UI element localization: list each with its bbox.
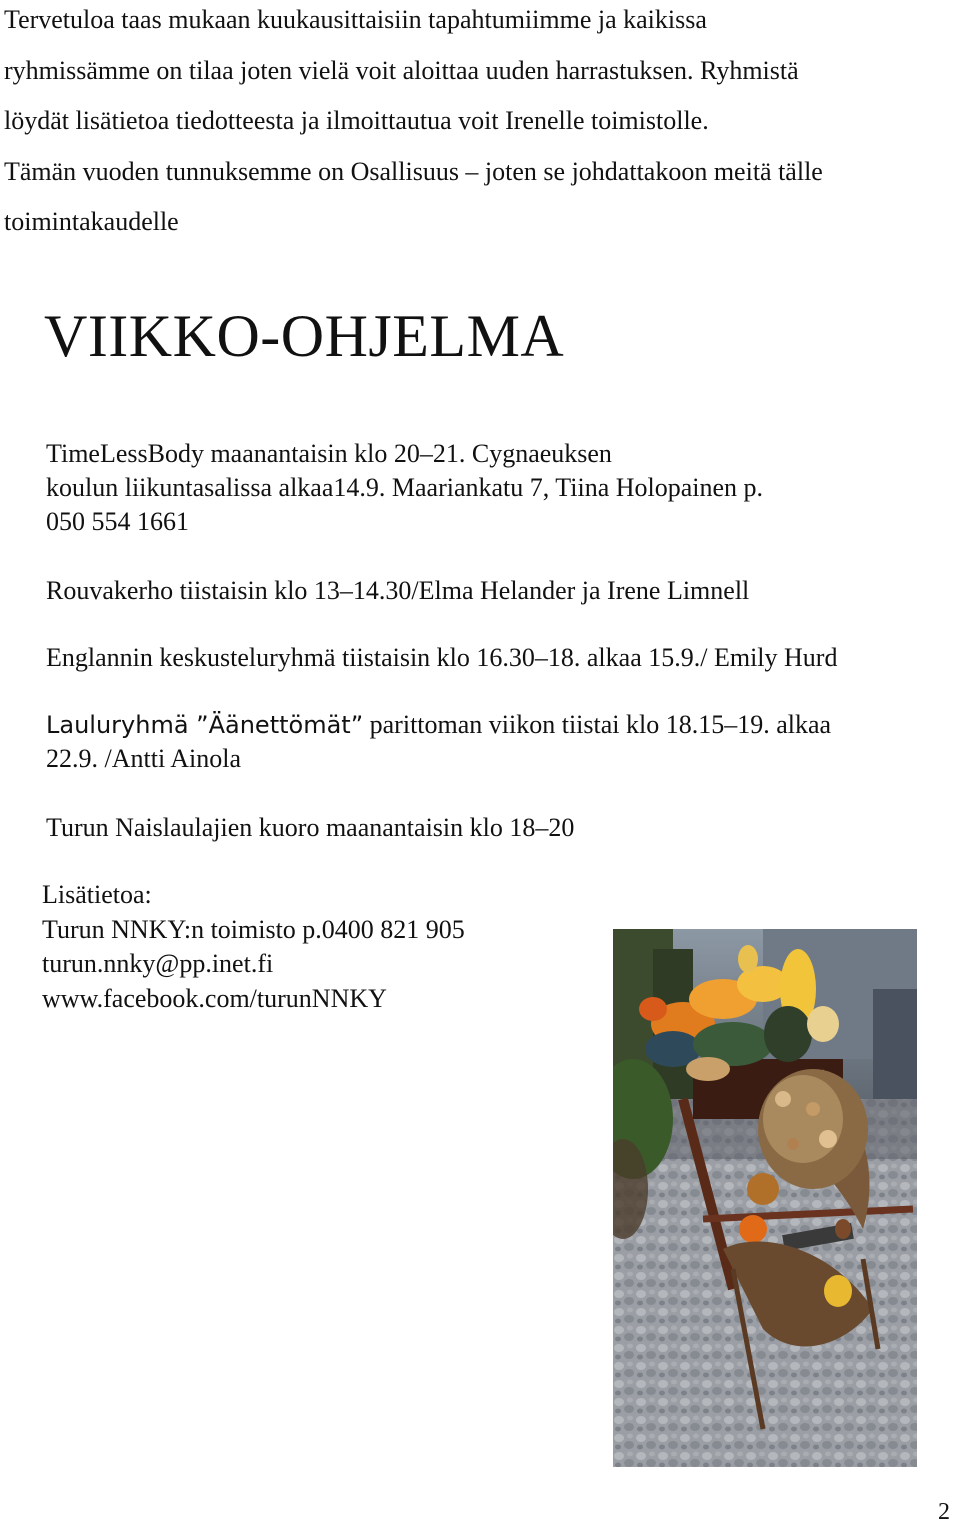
program-line: koulun liikuntasalissa alkaa14.9. Maariankatu 7, Tiina Holopainen p. xyxy=(46,473,764,502)
program-item-lauluryhma xyxy=(46,708,951,776)
contact-email[interactable]: turun.nnky@pp.inet.fi xyxy=(42,949,274,978)
intro-line: toimintakaudelle xyxy=(4,207,179,236)
contact-office: Turun NNKY:n toimisto p.0400 821 905 xyxy=(42,914,465,944)
harvest-cart-image xyxy=(613,929,917,1467)
page-title: VIIKKO-OHJELMA xyxy=(44,303,565,369)
intro-line: ryhmissämme on tilaa joten vielä voit aloittaa uuden harrastuksen. Ryhmistä xyxy=(4,55,799,85)
intro-line: Tämän vuoden tunnuksemme on Osallisuus – joten se johdattakoon meitä tälle xyxy=(4,156,823,186)
choir-schedule: parittoman viikon tiistai klo 18.15–19. alkaa xyxy=(363,710,832,739)
program-item-englanti: Englannin keskusteluryhmä tiistaisin klo 16.30–18. alkaa 15.9./ Emily Hurd xyxy=(46,643,838,672)
program-item-kuoro: Turun Naislaulajien kuoro maanantaisin klo 18–20 xyxy=(46,813,575,842)
page-number: 2 xyxy=(938,1499,950,1525)
program-item-timelessbody xyxy=(46,437,951,539)
intro-line: löydät lisätietoa tiedotteesta ja ilmoittautua voit Irenelle toimistolle. xyxy=(4,106,709,135)
choir-name: Lauluryhmä ”Äänettömät” xyxy=(46,711,364,739)
intro-paragraph xyxy=(4,0,944,248)
program-line: 050 554 1661 xyxy=(46,507,189,536)
contact-web[interactable]: www.facebook.com/turunNNKY xyxy=(42,983,387,1013)
program-line: 22.9. /Antti Ainola xyxy=(46,744,241,773)
program-line xyxy=(46,708,951,742)
autumn-harvest-photo xyxy=(613,929,917,1467)
intro-line: Tervetuloa taas mukaan kuukausittaisiin tapahtumiimme ja kaikissa xyxy=(4,5,707,34)
contact-label: Lisätietoa: xyxy=(42,880,152,909)
contact-block xyxy=(42,878,465,1016)
program-line: TimeLessBody maanantaisin klo 20–21. Cygnaeuksen xyxy=(46,439,612,468)
program-item-rouvakerho: Rouvakerho tiistaisin klo 13–14.30/Elma Helander ja Irene Limnell xyxy=(46,576,750,605)
